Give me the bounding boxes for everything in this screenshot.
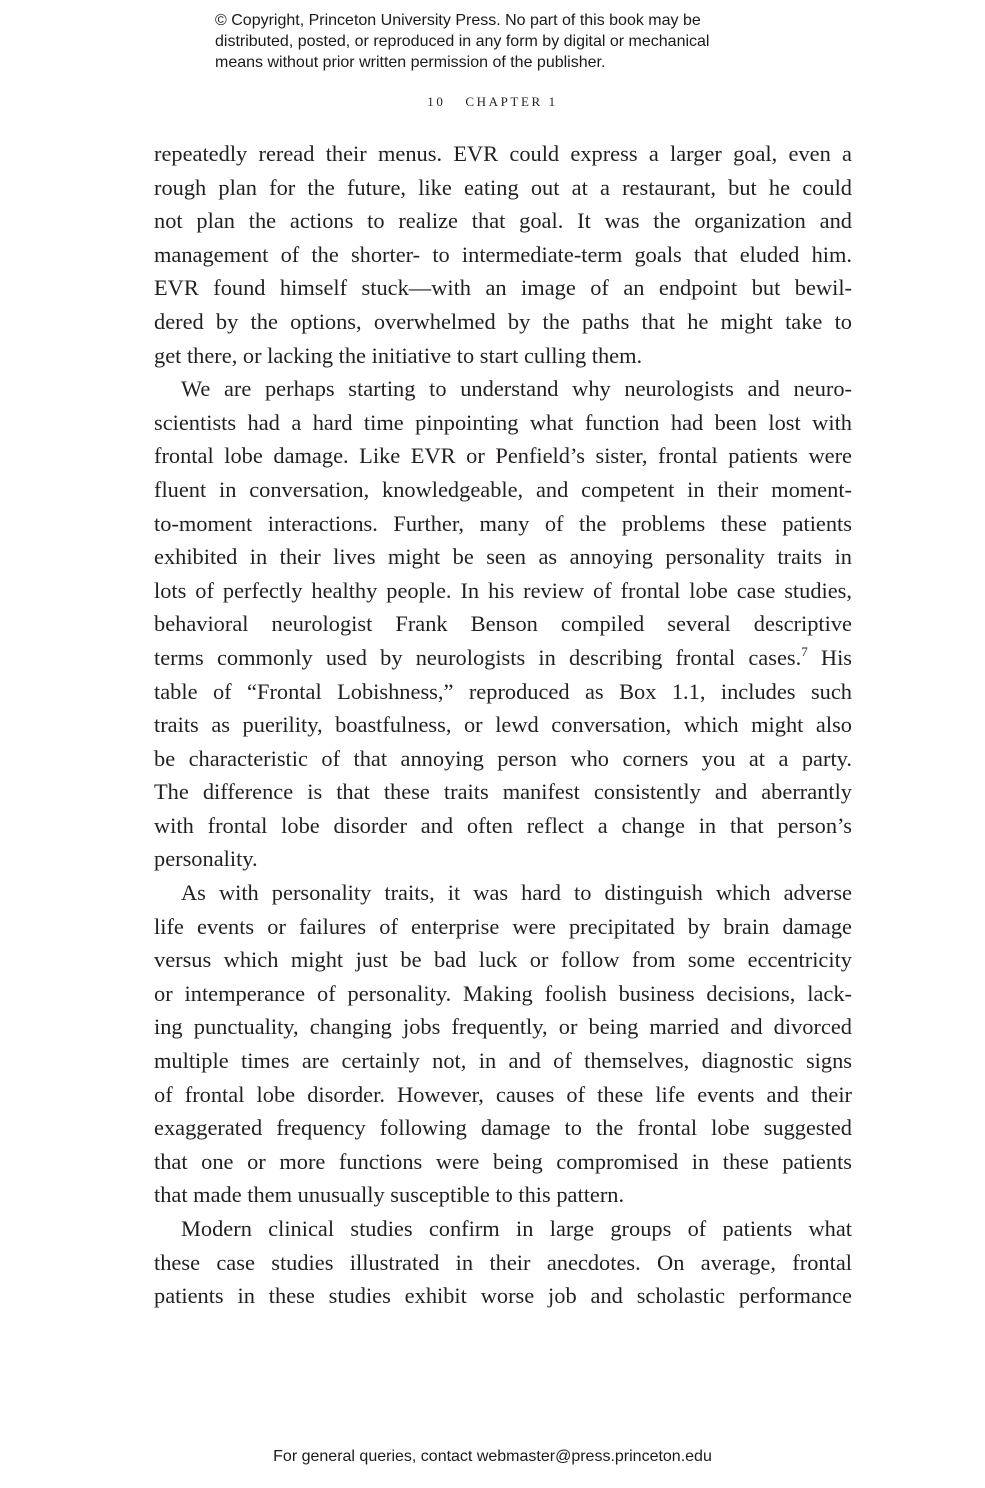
- text-line: multiple times are certainly not, in and of themselves, diagnostic signs: [154, 1048, 852, 1074]
- text-line: As with personality traits, it was hard to distinguish which adverse: [181, 880, 852, 906]
- text-line: these case studies illustrated in their anecdotes. On average, frontal: [154, 1249, 852, 1275]
- text-line: rough plan for the future, like eating out at a restaurant, but he could: [154, 174, 852, 200]
- text-line: patients in these studies exhibit worse job and scholastic performance: [154, 1283, 852, 1309]
- text-segment: His: [807, 644, 853, 670]
- copyright-line: © Copyright, Princeton University Press. No part of this book may be: [215, 12, 701, 29]
- text-line: We are perhaps starting to understand why neurologists and neuro-: [181, 376, 852, 402]
- paragraph: [154, 1212, 852, 1313]
- text-line: management of the shorter- to intermediate-term goals that eluded him.: [154, 241, 852, 267]
- text-line: behavioral neurologist Frank Benson compiled several descriptive: [154, 611, 852, 637]
- text-line: scientists had a hard time pinpointing what function had been lost with: [154, 409, 852, 435]
- copyright-line: means without prior written permission of the publisher.: [215, 54, 606, 71]
- copyright-line: distributed, posted, or reproduced in any form by digital or mechanical: [215, 33, 710, 50]
- page-number: 10: [427, 94, 446, 109]
- text-line: repeatedly reread their menus. EVR could express a larger goal, even a: [154, 141, 852, 166]
- paragraph: [154, 372, 852, 876]
- running-head: [0, 94, 985, 110]
- text-line: get there, or lacking the initiative to start culling them.: [154, 342, 643, 368]
- text-line-with-footnote: [154, 641, 852, 675]
- paragraph: [154, 137, 852, 372]
- footnote-reference[interactable]: 7: [801, 643, 808, 659]
- text-line: that made them unusually susceptible to this pattern.: [154, 1182, 625, 1208]
- text-line: fluent in conversation, knowledgeable, and competent in their moment-: [154, 476, 852, 502]
- text-line: of frontal lobe disorder. However, causes of these life events and their: [154, 1081, 852, 1107]
- text-line: or intemperance of personality. Making foolish business decisions, lack-: [154, 980, 852, 1006]
- text-line: table of “Frontal Lobishness,” reproduced as Box 1.1, includes such: [154, 678, 852, 704]
- text-line: versus which might just be bad luck or follow from some eccentricity: [154, 947, 852, 973]
- chapter-label: CHAPTER 1: [465, 94, 558, 109]
- text-line: that one or more functions were being compromised in these patients: [154, 1148, 852, 1174]
- text-segment: terms commonly used by neurologists in describing frontal cases.: [154, 644, 802, 670]
- footer-contact: For general queries, contact webmaster@press.princeton.edu: [273, 1448, 712, 1465]
- text-line: ing punctuality, changing jobs frequently, or being married and divorced: [154, 1014, 852, 1040]
- text-line: EVR found himself stuck—with an image of an endpoint but bewil-: [154, 275, 852, 301]
- text-line: frontal lobe damage. Like EVR or Penfield’s sister, frontal patients were: [154, 443, 852, 469]
- text-line: traits as puerility, boastfulness, or lewd conversation, which might also: [154, 712, 852, 738]
- text-line: The difference is that these traits manifest consistently and aberrantly: [154, 779, 852, 805]
- text-line: Modern clinical studies confirm in large groups of patients what: [181, 1216, 852, 1241]
- copyright-notice: [215, 10, 835, 73]
- text-line: exaggerated frequency following damage to the frontal lobe suggested: [154, 1115, 852, 1141]
- text-line: not plan the actions to realize that goal. It was the organization and: [154, 208, 852, 234]
- text-line: be characteristic of that annoying person who corners you at a party.: [154, 745, 852, 771]
- body-text: [154, 137, 852, 1313]
- text-line: to-moment interactions. Further, many of the problems these patients: [154, 510, 852, 536]
- text-line: with frontal lobe disorder and often reflect a change in that person’s: [154, 812, 852, 838]
- text-line: dered by the options, overwhelmed by the paths that he might take to: [154, 308, 852, 334]
- text-line: lots of perfectly healthy people. In his review of frontal lobe case studies,: [154, 577, 852, 603]
- text-line: life events or failures of enterprise were precipitated by brain damage: [154, 913, 852, 939]
- paragraph: [154, 876, 852, 1212]
- text-line: personality.: [154, 846, 258, 872]
- text-line: exhibited in their lives might be seen as annoying personality traits in: [154, 544, 852, 570]
